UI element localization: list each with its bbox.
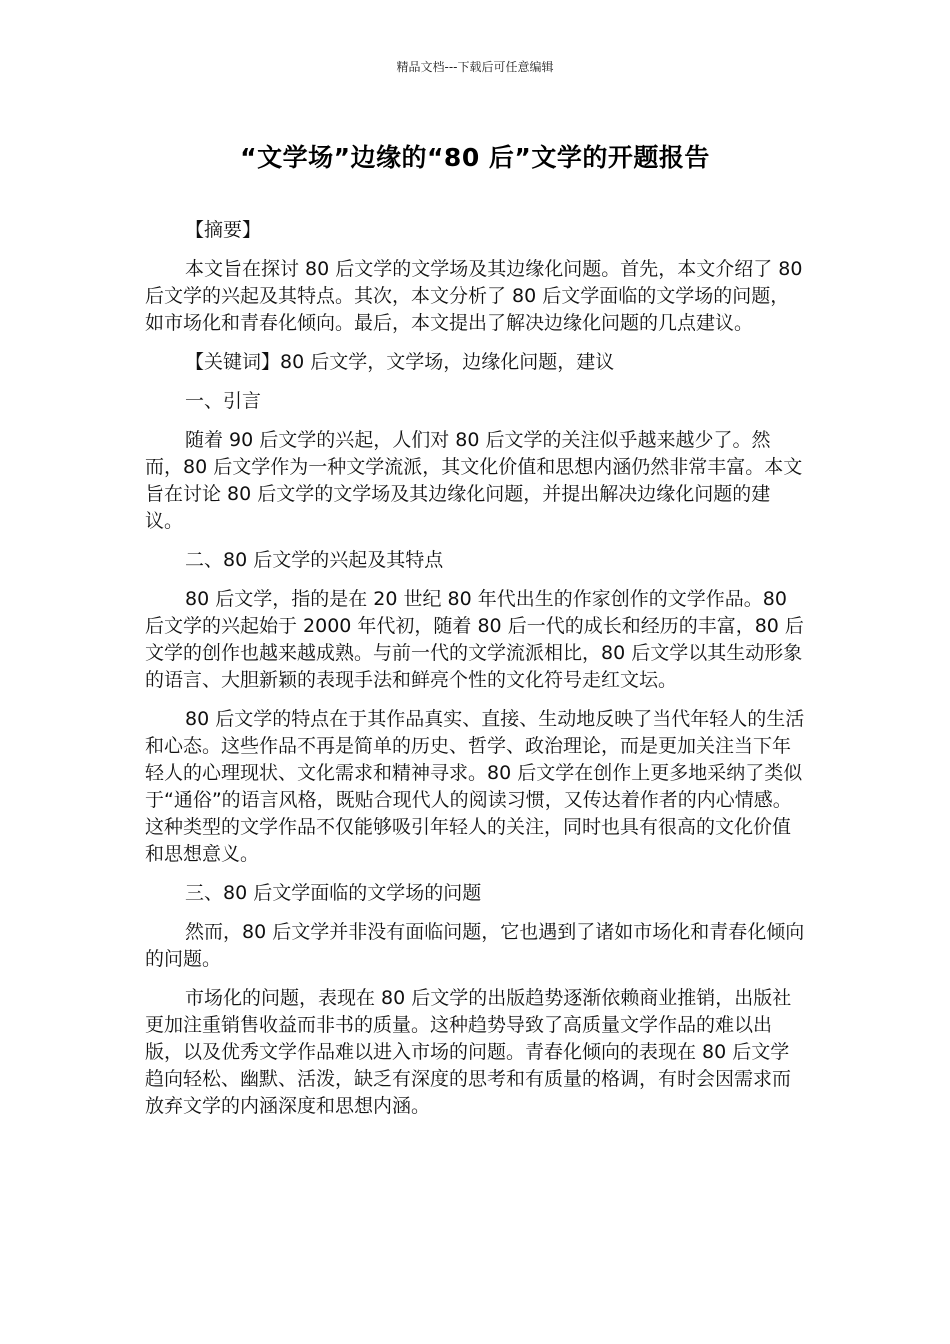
section-heading-problems: 三、80 后文学面临的文学场的问题 — [185, 882, 482, 904]
keywords-line: 【关键词】80 后文学，文学场，边缘化问题，建议 — [185, 351, 615, 373]
section-heading-rise: 二、80 后文学的兴起及其特点 — [185, 549, 444, 571]
abstract-heading: 【摘要】 — [185, 219, 262, 241]
problems-intro-paragraph: 然而，80 后文学并非没有面临问题，它也遇到了诸如市场化和青春化倾向的问题。 — [145, 921, 805, 970]
market-youth-paragraph: 市场化的问题，表现在 80 后文学的出版趋势逐渐依赖商业推销，出版社更加注重销售收益而非书的质量。这种趋势导致了高质量文学作品的难以出版，以及优秀文学作品难以进入市场的问题。青春化倾向的表现在 80 后文学趋向轻松、幽默、活泼，缺乏有深度的思考和有质量的格调，有时会因需求而放弃文学的内涵深度和思想内涵。 — [145, 987, 792, 1117]
document-title: “文学场”边缘的“80 后”文学的开题报告 — [240, 143, 710, 172]
abstract-paragraph: 本文旨在探讨 80 后文学的文学场及其边缘化问题。首先，本文介绍了 80 后文学的兴起及其特点。其次，本文分析了 80 后文学面临的文学场的问题，如市场化和青春化倾向。最后，本文提出了解决边缘化问题的几点建议。 — [145, 258, 803, 334]
header-note: 精品文档---下载后可任意编辑 — [396, 60, 554, 74]
document-body — [145, 217, 807, 1132]
section-heading-introduction: 一、引言 — [185, 390, 262, 412]
features-paragraph: 80 后文学的特点在于其作品真实、直接、生动地反映了当代年轻人的生活和心态。这些作品不再是简单的历史、哲学、政治理论，而是更加关注当下年轻人的心理现状、文化需求和精神寻求。80 后文学在创作上更多地采纳了类似于“通俗”的语言风格，既贴合现代人的阅读习惯，又传达着作者的内心情感。这种类型的文学作品不仅能够吸引年轻人的关注，同时也具有很高的文化价值和思想意义。 — [145, 708, 805, 865]
introduction-paragraph: 随着 90 后文学的兴起，人们对 80 后文学的关注似乎越来越少了。然而，80 后文学作为一种文学流派，其文化价值和思想内涵仍然非常丰富。本文旨在讨论 80 后文学的文学场及其边缘化问题，并提出解决边缘化问题的建议。 — [145, 429, 803, 532]
rise-paragraph: 80 后文学，指的是在 20 世纪 80 年代出生的作家创作的文学作品。80 后文学的兴起始于 2000 年代初，随着 80 后一代的成长和经历的丰富，80 后文学的创作也越来越成熟。与前一代的文学流派相比，80 后文学以其生动形象的语言、大胆新颖的表现手法和鲜亮个性的文化符号走红文坛。 — [145, 588, 804, 691]
